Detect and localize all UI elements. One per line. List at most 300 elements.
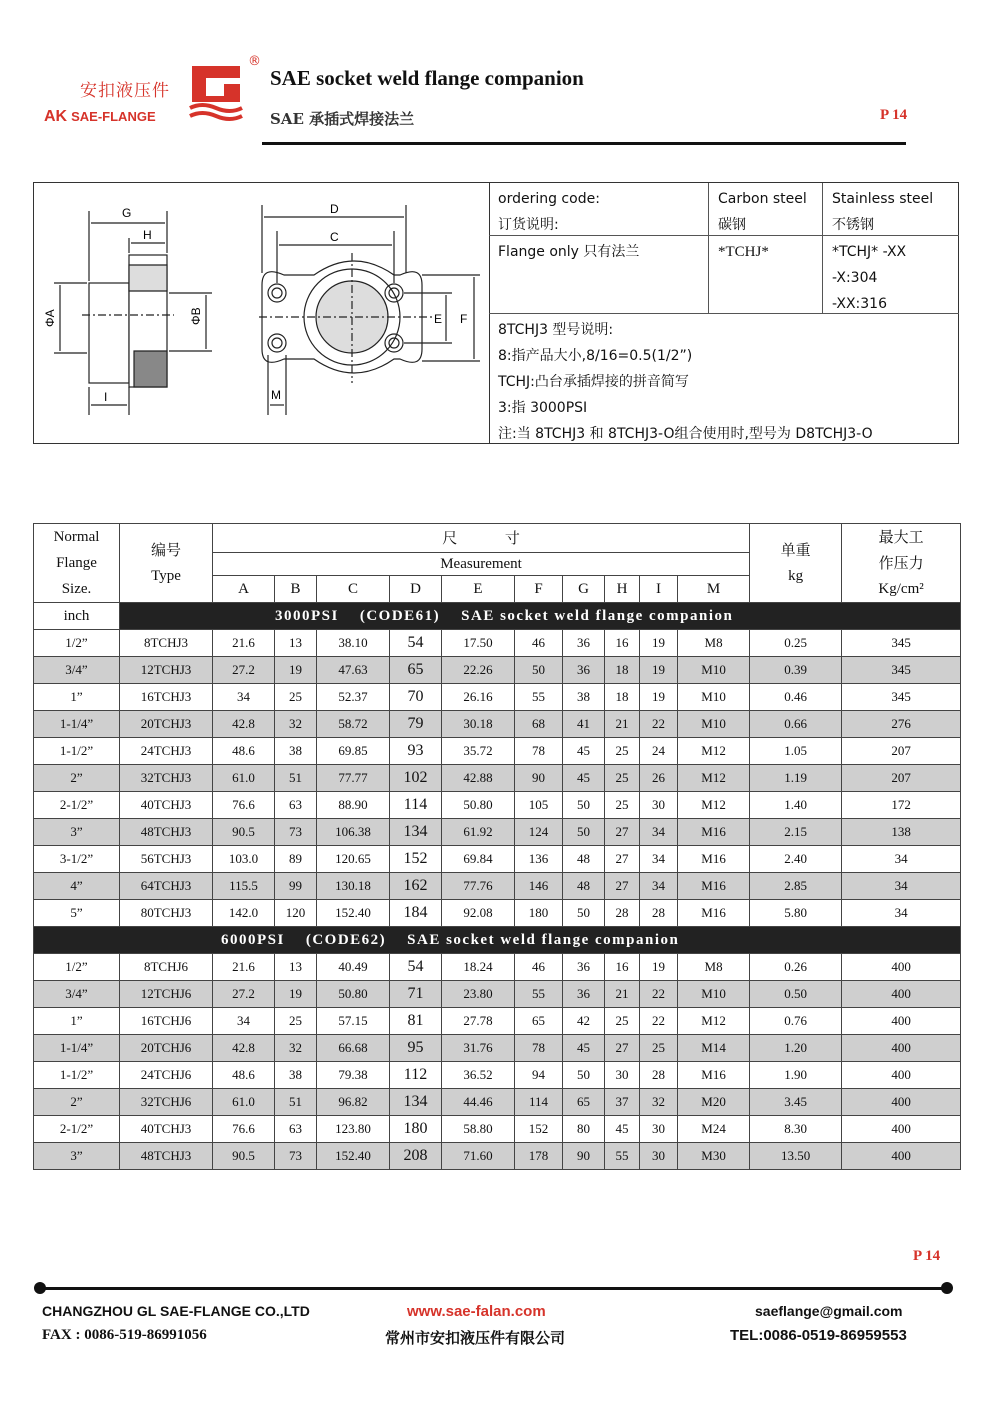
table-cell: 21.6 <box>213 630 275 657</box>
table-row <box>34 738 961 765</box>
col-header-f: F <box>515 576 563 603</box>
dim-label-c: C <box>330 230 339 244</box>
table-cell: 46 <box>515 630 563 657</box>
table-cell: 45 <box>563 738 605 765</box>
col-header-c: C <box>317 576 390 603</box>
table-cell: 1-1/2” <box>34 738 120 765</box>
table-cell: 50 <box>563 900 605 927</box>
table-cell: 1.05 <box>750 738 842 765</box>
technical-drawing <box>34 183 490 443</box>
table-cell: 38 <box>563 684 605 711</box>
table-cell: 1/2” <box>34 954 120 981</box>
table-cell: 124 <box>515 819 563 846</box>
table-cell: 38 <box>275 1062 317 1089</box>
table-cell: 0.26 <box>750 954 842 981</box>
table-cell: 180 <box>390 1116 442 1143</box>
header-pressure-cn: 最大工 作压力 <box>878 528 924 572</box>
table-cell: 19 <box>640 684 678 711</box>
table-cell: 23.80 <box>442 981 515 1008</box>
dim-label-i: I <box>104 390 108 404</box>
table-cell: 34 <box>213 684 275 711</box>
table-cell: 50.80 <box>317 981 390 1008</box>
spec-table <box>33 523 961 1170</box>
table-cell: 345 <box>842 684 961 711</box>
flange-only-label: Flange only 只有法兰 <box>489 236 709 314</box>
table-cell: M14 <box>678 1035 750 1062</box>
table-cell: 102 <box>390 765 442 792</box>
table-cell: 13 <box>275 954 317 981</box>
table-cell: 38 <box>275 738 317 765</box>
table-cell: 400 <box>842 1116 961 1143</box>
section-row <box>34 603 961 630</box>
table-cell: 32 <box>275 711 317 738</box>
table-cell: 1.19 <box>750 765 842 792</box>
page-number-top: P 14 <box>880 107 908 123</box>
logo-g-mark-icon <box>188 62 244 124</box>
table-cell: 1” <box>34 684 120 711</box>
table-cell: 88.90 <box>317 792 390 819</box>
table-cell: 52.37 <box>317 684 390 711</box>
table-cell: 50 <box>515 657 563 684</box>
table-cell: 48 <box>563 846 605 873</box>
col-header-i: I <box>640 576 678 603</box>
table-cell: 22.26 <box>442 657 515 684</box>
table-cell: 400 <box>842 1008 961 1035</box>
footer-website[interactable]: www.sae-falan.com <box>407 1303 546 1320</box>
col-header-h: H <box>605 576 640 603</box>
table-cell: 30 <box>605 1062 640 1089</box>
table-cell: 152.40 <box>317 900 390 927</box>
table-row <box>34 819 961 846</box>
table-cell: 1/2” <box>34 630 120 657</box>
table-cell: 152 <box>515 1116 563 1143</box>
table-row <box>34 1008 961 1035</box>
header-pressure-en: Kg/cm² <box>878 581 924 597</box>
table-cell: 26 <box>640 765 678 792</box>
table-cell: 28 <box>640 1062 678 1089</box>
registered-mark: ® <box>248 54 261 69</box>
table-cell: 81 <box>390 1008 442 1035</box>
table-cell: 40TCHJ3 <box>120 792 213 819</box>
table-cell: 73 <box>275 819 317 846</box>
table-cell: 25 <box>605 738 640 765</box>
header-type <box>120 524 213 603</box>
table-cell: 2.40 <box>750 846 842 873</box>
table-cell: 0.46 <box>750 684 842 711</box>
table-cell: 1.90 <box>750 1062 842 1089</box>
table-cell: 400 <box>842 954 961 981</box>
table-cell: 50 <box>563 792 605 819</box>
table-cell: M12 <box>678 738 750 765</box>
table-cell: 207 <box>842 738 961 765</box>
header-pressure <box>842 524 961 603</box>
table-cell: 77.76 <box>442 873 515 900</box>
table-cell: 400 <box>842 1143 961 1170</box>
footer-divider <box>40 1287 948 1290</box>
table-cell: 40TCHJ3 <box>120 1116 213 1143</box>
ordering-code-label: ordering code: 订货说明: <box>489 183 709 236</box>
table-cell: 56TCHJ3 <box>120 846 213 873</box>
table-cell: 25 <box>275 684 317 711</box>
table-cell: 2-1/2” <box>34 1116 120 1143</box>
table-cell: 172 <box>842 792 961 819</box>
table-cell: 78 <box>515 738 563 765</box>
table-cell: 34 <box>213 1008 275 1035</box>
table-cell: 94 <box>515 1062 563 1089</box>
logo-name-cn: 安扣液压件 <box>80 81 170 101</box>
table-cell: M24 <box>678 1116 750 1143</box>
section-title: 3000PSI (CODE61) SAE socket weld flange companion <box>120 603 961 630</box>
table-cell: 34 <box>842 846 961 873</box>
table-cell: 28 <box>640 900 678 927</box>
table-cell: 345 <box>842 657 961 684</box>
table-cell: 130.18 <box>317 873 390 900</box>
table-cell: 30 <box>640 1116 678 1143</box>
table-cell: 16 <box>605 630 640 657</box>
table-cell: 27 <box>605 819 640 846</box>
table-row <box>34 1116 961 1143</box>
table-row <box>34 846 961 873</box>
table-cell: 22 <box>640 1008 678 1035</box>
table-cell: 70 <box>390 684 442 711</box>
table-cell: 27.2 <box>213 981 275 1008</box>
table-cell: 162 <box>390 873 442 900</box>
table-cell: 146 <box>515 873 563 900</box>
table-cell: 61.0 <box>213 1089 275 1116</box>
table-cell: 2.15 <box>750 819 842 846</box>
table-cell: 400 <box>842 1035 961 1062</box>
table-cell: 90.5 <box>213 1143 275 1170</box>
header-size <box>34 524 120 603</box>
table-cell: 68 <box>515 711 563 738</box>
table-cell: 134 <box>390 1089 442 1116</box>
table-cell: 58.80 <box>442 1116 515 1143</box>
table-cell: M12 <box>678 792 750 819</box>
table-cell: 90 <box>515 765 563 792</box>
table-cell: 37 <box>605 1089 640 1116</box>
table-cell: 24TCHJ6 <box>120 1062 213 1089</box>
table-row <box>34 657 961 684</box>
logo-name-en <box>44 108 156 126</box>
table-cell: 19 <box>275 657 317 684</box>
table-cell: 3-1/2” <box>34 846 120 873</box>
table-cell: 16TCHJ3 <box>120 684 213 711</box>
table-cell: 50 <box>563 819 605 846</box>
logo-ak: AK <box>44 108 68 125</box>
table-cell: 45 <box>605 1116 640 1143</box>
table-cell: 34 <box>640 819 678 846</box>
table-cell: 1-1/2” <box>34 1062 120 1089</box>
table-cell: 25 <box>640 1035 678 1062</box>
table-cell: 152 <box>390 846 442 873</box>
table-cell: 90.5 <box>213 819 275 846</box>
table-cell: 115.5 <box>213 873 275 900</box>
table-cell: 112 <box>390 1062 442 1089</box>
table-cell: 0.50 <box>750 981 842 1008</box>
table-cell: M16 <box>678 819 750 846</box>
table-cell: 2.85 <box>750 873 842 900</box>
table-cell: 96.82 <box>317 1089 390 1116</box>
table-cell: 63 <box>275 792 317 819</box>
table-row <box>34 792 961 819</box>
table-cell: 54 <box>390 630 442 657</box>
table-cell: 32TCHJ3 <box>120 765 213 792</box>
model-notes: 8TCHJ3 型号说明: 8:指产品大小,8/16=0.5(1/2”) TCHJ:凸台承插焊接的拼音简写 3:指 3000PSI 注:当 8TCHJ3 和 8TCHJ3-O组合使用时,型号为 D8TCHJ3-O <box>498 322 873 442</box>
table-cell: 8TCHJ6 <box>120 954 213 981</box>
table-cell: 80TCHJ3 <box>120 900 213 927</box>
table-cell: 3.45 <box>750 1089 842 1116</box>
table-cell: M30 <box>678 1143 750 1170</box>
table-cell: 20TCHJ6 <box>120 1035 213 1062</box>
table-cell: 18.24 <box>442 954 515 981</box>
col-header-b: B <box>275 576 317 603</box>
header-measurement-cn: 尺 寸 <box>442 529 520 547</box>
header-size-text: Normal Flange Size. <box>53 529 100 597</box>
table-cell: 0.66 <box>750 711 842 738</box>
table-cell: 77.77 <box>317 765 390 792</box>
table-cell: 27 <box>605 1035 640 1062</box>
table-cell: 57.15 <box>317 1008 390 1035</box>
table-cell: 123.80 <box>317 1116 390 1143</box>
header-type-cn: 编号 <box>150 541 181 559</box>
table-cell: 1.20 <box>750 1035 842 1062</box>
table-cell: 48TCHJ3 <box>120 819 213 846</box>
table-cell: M10 <box>678 657 750 684</box>
table-cell: 26.16 <box>442 684 515 711</box>
table-cell: 276 <box>842 711 961 738</box>
table-cell: 71.60 <box>442 1143 515 1170</box>
footer-dot-right <box>941 1282 953 1294</box>
table-cell: 120 <box>275 900 317 927</box>
header-weight-cn: 单重 <box>780 541 811 559</box>
table-cell: 65 <box>515 1008 563 1035</box>
company-logo <box>40 54 270 138</box>
table-cell: 48.6 <box>213 738 275 765</box>
table-cell: 120.65 <box>317 846 390 873</box>
table-cell: 45 <box>563 765 605 792</box>
table-cell: 20TCHJ3 <box>120 711 213 738</box>
dim-label-a: ΦA <box>43 309 57 327</box>
table-cell: 16 <box>605 954 640 981</box>
table-cell: 90 <box>563 1143 605 1170</box>
table-cell: 66.68 <box>317 1035 390 1062</box>
table-cell: 1” <box>34 1008 120 1035</box>
table-cell: 21 <box>605 981 640 1008</box>
table-cell: 3” <box>34 1143 120 1170</box>
table-cell: 42.8 <box>213 1035 275 1062</box>
spec-panel <box>33 182 959 444</box>
table-cell: 25 <box>275 1008 317 1035</box>
dim-label-g: G <box>122 206 132 220</box>
table-cell: 31.76 <box>442 1035 515 1062</box>
table-cell: 79.38 <box>317 1062 390 1089</box>
table-cell: 19 <box>275 981 317 1008</box>
table-row <box>34 981 961 1008</box>
table-cell: 24 <box>640 738 678 765</box>
table-cell: 21 <box>605 711 640 738</box>
table-cell: 78 <box>515 1035 563 1062</box>
table-cell: 1.40 <box>750 792 842 819</box>
table-cell: 32TCHJ6 <box>120 1089 213 1116</box>
table-cell: 92.08 <box>442 900 515 927</box>
carbon-steel-code: *TCHJ* <box>709 236 823 314</box>
table-cell: 0.76 <box>750 1008 842 1035</box>
table-cell: M10 <box>678 684 750 711</box>
table-cell: 65 <box>563 1089 605 1116</box>
table-cell: 61.0 <box>213 765 275 792</box>
table-row <box>34 954 961 981</box>
table-cell: 30 <box>640 1143 678 1170</box>
table-cell: 54 <box>390 954 442 981</box>
table-cell: 55 <box>515 981 563 1008</box>
table-cell: 55 <box>605 1143 640 1170</box>
table-cell: 64TCHJ3 <box>120 873 213 900</box>
table-cell: 28 <box>605 900 640 927</box>
table-cell: 35.72 <box>442 738 515 765</box>
table-cell: 46 <box>515 954 563 981</box>
table-cell: 114 <box>515 1089 563 1116</box>
table-cell: 13 <box>275 630 317 657</box>
table-cell: 34 <box>640 873 678 900</box>
footer-email[interactable]: saeflange@gmail.com <box>755 1303 903 1319</box>
dim-label-b: ΦB <box>189 307 203 325</box>
table-cell: 152.40 <box>317 1143 390 1170</box>
table-cell: M10 <box>678 981 750 1008</box>
table-cell: 0.25 <box>750 630 842 657</box>
table-cell: M10 <box>678 711 750 738</box>
table-cell: 65 <box>390 657 442 684</box>
table-cell: 19 <box>640 657 678 684</box>
table-cell: 69.84 <box>442 846 515 873</box>
table-cell: 22 <box>640 711 678 738</box>
ordering-info <box>489 183 959 443</box>
table-cell: 22 <box>640 981 678 1008</box>
table-cell: 345 <box>842 630 961 657</box>
table-cell: 45 <box>563 1035 605 1062</box>
table-cell: 51 <box>275 1089 317 1116</box>
footer-company: CHANGZHOU GL SAE-FLANGE CO.,LTD <box>42 1303 310 1319</box>
table-row <box>34 711 961 738</box>
table-cell: 138 <box>842 819 961 846</box>
col-header-d: D <box>390 576 442 603</box>
table-cell: 80 <box>563 1116 605 1143</box>
table-cell: 25 <box>605 792 640 819</box>
table-cell: 18 <box>605 657 640 684</box>
section-row <box>34 927 961 954</box>
table-row <box>34 873 961 900</box>
dim-label-h: H <box>143 228 152 242</box>
table-cell: 400 <box>842 1062 961 1089</box>
table-cell: 27.2 <box>213 657 275 684</box>
table-cell: M8 <box>678 630 750 657</box>
table-cell: 36.52 <box>442 1062 515 1089</box>
table-cell: 95 <box>390 1035 442 1062</box>
table-cell: 41 <box>563 711 605 738</box>
table-cell: 32 <box>640 1089 678 1116</box>
dim-label-m: M <box>271 388 281 402</box>
table-cell: 48 <box>563 873 605 900</box>
table-cell: 48TCHJ3 <box>120 1143 213 1170</box>
table-cell: 27 <box>605 873 640 900</box>
table-cell: 21.6 <box>213 954 275 981</box>
col-header-a: A <box>213 576 275 603</box>
header-divider <box>262 142 906 145</box>
table-cell: 30 <box>640 792 678 819</box>
footer-fax: FAX : 0086-519-86991056 <box>42 1327 207 1343</box>
table-cell: 71 <box>390 981 442 1008</box>
header-weight-en: kg <box>788 568 804 584</box>
table-cell: 103.0 <box>213 846 275 873</box>
stainless-steel-code: *TCHJ* -XX -X:304 -XX:316 <box>823 236 959 314</box>
footer-tel: TEL:0086-0519-86959553 <box>730 1327 907 1344</box>
table-cell: 76.6 <box>213 1116 275 1143</box>
table-cell: 36 <box>563 954 605 981</box>
table-cell: 4” <box>34 873 120 900</box>
table-cell: 3/4” <box>34 657 120 684</box>
table-cell: 184 <box>390 900 442 927</box>
table-cell: 13.50 <box>750 1143 842 1170</box>
table-cell: 18 <box>605 684 640 711</box>
table-cell: 1-1/4” <box>34 1035 120 1062</box>
table-cell: 99 <box>275 873 317 900</box>
flange-drawing <box>34 183 489 443</box>
table-cell: 36 <box>563 981 605 1008</box>
table-cell: M16 <box>678 900 750 927</box>
table-cell: 17.50 <box>442 630 515 657</box>
table-cell: 178 <box>515 1143 563 1170</box>
dim-label-d: D <box>330 202 339 216</box>
table-cell: 180 <box>515 900 563 927</box>
table-row <box>34 900 961 927</box>
table-cell: 34 <box>842 900 961 927</box>
unit-cell: inch <box>34 603 120 630</box>
table-cell: 73 <box>275 1143 317 1170</box>
table-cell: 38.10 <box>317 630 390 657</box>
table-cell: M8 <box>678 954 750 981</box>
table-cell: 8TCHJ3 <box>120 630 213 657</box>
header-measurement <box>213 524 750 553</box>
table-cell: 27 <box>605 846 640 873</box>
section-title: 6000PSI (CODE62) SAE socket weld flange companion <box>34 927 961 954</box>
table-cell: 0.39 <box>750 657 842 684</box>
table-cell: 5” <box>34 900 120 927</box>
table-cell: 19 <box>640 954 678 981</box>
stainless-steel-label: Stainless steel 不锈钢 <box>823 183 959 236</box>
table-cell: 42.88 <box>442 765 515 792</box>
carbon-steel-label: Carbon steel 碳钢 <box>709 183 823 236</box>
dim-label-f: F <box>460 312 468 326</box>
table-cell: M12 <box>678 1008 750 1035</box>
logo-sae-flange: SAE-FLANGE <box>71 109 156 124</box>
table-cell: M20 <box>678 1089 750 1116</box>
table-row <box>34 1143 961 1170</box>
table-cell: 106.38 <box>317 819 390 846</box>
col-header-m: M <box>678 576 750 603</box>
table-cell: 134 <box>390 819 442 846</box>
table-row <box>34 1089 961 1116</box>
table-cell: 2” <box>34 1089 120 1116</box>
table-cell: 2-1/2” <box>34 792 120 819</box>
table-cell: 40.49 <box>317 954 390 981</box>
table-cell: 50.80 <box>442 792 515 819</box>
table-cell: 5.80 <box>750 900 842 927</box>
table-cell: 400 <box>842 1089 961 1116</box>
page-number-bottom: P 14 <box>913 1248 941 1264</box>
table-cell: 207 <box>842 765 961 792</box>
table-cell: 89 <box>275 846 317 873</box>
table-cell: M16 <box>678 846 750 873</box>
table-row <box>34 1035 961 1062</box>
